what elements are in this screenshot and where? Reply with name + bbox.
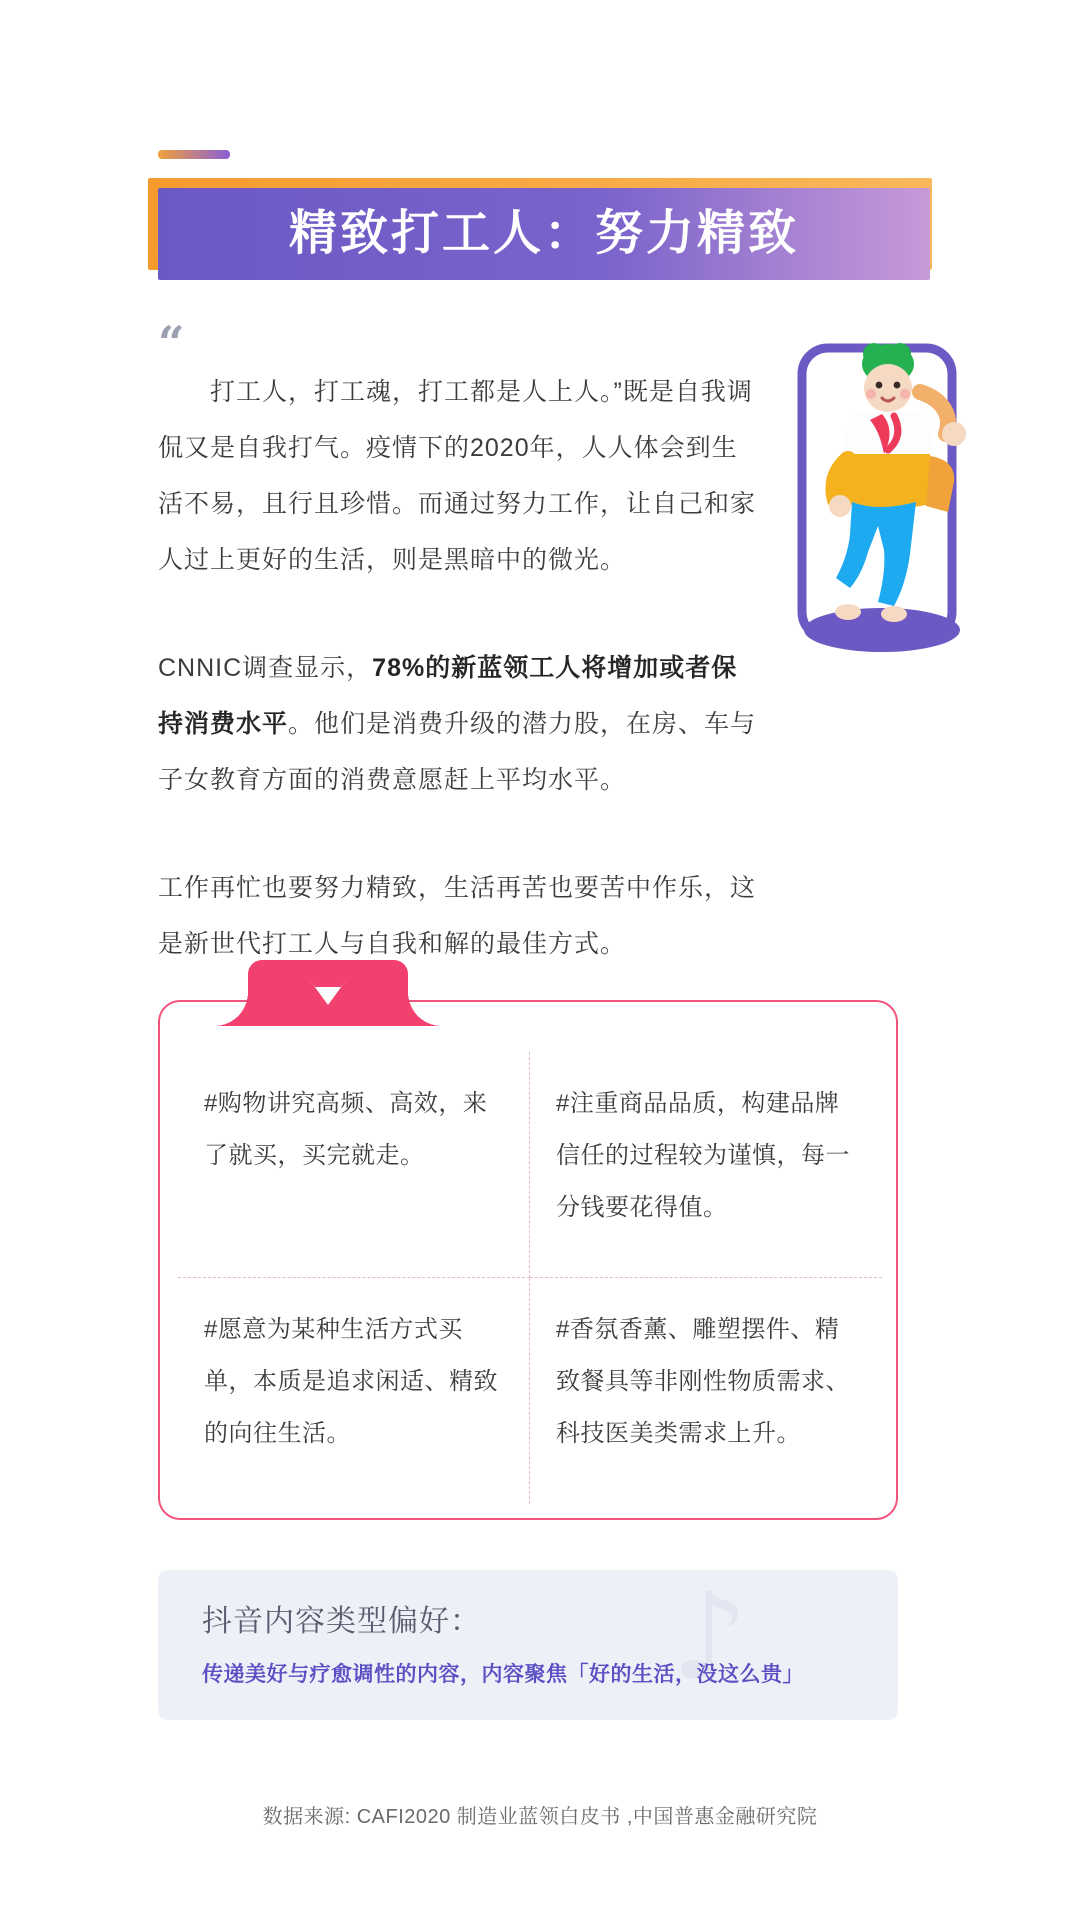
worker-illustration [770,330,1000,690]
article-paragraph-3: 工作再忙也要努力精致，生活再苦也要苦中作乐，这是新世代打工人与自我和解的最佳方式。 [158,874,757,958]
insight-item-3: #愿意为某种生活方式买单，本质是追求闲适、精致的向往生活。 [178,1278,530,1504]
page-header [0,140,1080,300]
header-accent-bar [158,150,230,159]
insight-grid [160,1042,900,1522]
paragraph-2-pre: CNNIC调查显示， [158,654,373,682]
header-purple-band [158,188,930,280]
article-body [158,316,758,972]
preference-box [158,1570,898,1720]
article-paragraph-1: 打工人，打工魂，打工都是人上人。”既是自我调侃又是自我打气。疫情下的2020年，人人体会到生活不易，且行且珍惜。而通过努力工作，让自己和家人过上更好的生活，则是黑暗中的微光。 [158,378,757,574]
insight-item-4: #香氛香薰、雕塑摆件、精致餐具等非刚性物质需求、科技医美类需求上升。 [556,1316,850,1447]
paragraph-2-post: 。他们是消费升级的潜力股，在房、车与子女教育方面的消费意愿赶上平均水平。 [158,710,757,794]
data-source-note: 数据来源: CAFI2020 制造业蓝领白皮书 ,中国普惠金融研究院 [262,1806,818,1828]
insight-item-1: #购物讲究高频、高效，来了就买，买完就走。 [178,1052,530,1278]
preference-title: 抖音内容类型偏好： [202,1605,481,1638]
insight-card [158,1000,898,1520]
article-paragraph-2 [158,640,758,808]
diamond-icon [303,969,353,1018]
preference-subtitle: 传递美好与疗愈调性的内容，内容聚焦「好的生活，没这么贵」 [202,1663,804,1686]
quote-mark-icon: “ [158,316,185,370]
insight-item-2: #注重商品品质，构建品牌信任的过程较为谨慎，每一分钱要花得值。 [530,1052,882,1278]
paragraph-2-highlight: 78%的新蓝领工人将增加或者保持消费水平 [158,654,738,738]
page-title: 精致打工人：努力精致 [288,207,799,260]
tiktok-watermark-icon: ♪ [671,1570,748,1707]
card-tab [248,960,408,1026]
